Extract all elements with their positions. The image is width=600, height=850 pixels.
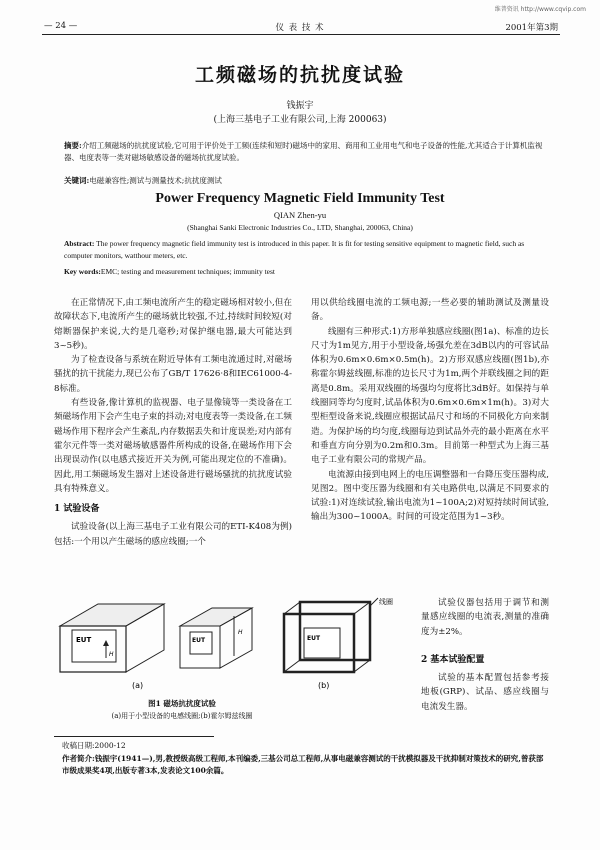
- keywords-cn: 关键词:电磁兼容性;测试与测量技术;抗扰度测试: [64, 176, 222, 185]
- para-standards: 为了检查设备与系统在附近导体有工频电流通过时,对磁场骚扰的抗干扰能力,现已公布了GB/T 17626·8和IEC61000-4-8标准。: [54, 355, 292, 394]
- coil-label: 线圈: [379, 598, 393, 606]
- para-intro: 在正常情况下,由工频电流所产生的稳定磁场相对较小,但在故障状态下,电流所产生的磁场就比较强,不过,持续时间较短(对熔断器保护来说,大约是几毫秒;对保护继电器,最大可能达到3~5秒)。: [54, 298, 292, 351]
- fig-label-b: (b): [318, 681, 330, 690]
- footnote-rule: [54, 736, 214, 737]
- header-rule: [42, 34, 560, 35]
- keywords-en: Key words:EMC; testing and measurement techniques; immunity test: [64, 267, 276, 276]
- received-date: 收稿日期:2000-12: [62, 741, 126, 750]
- eut-label-mid: EUT: [192, 637, 206, 644]
- figure-subcaption: (a)用于小型设备的电感线圈;(b)霍尔姆兹线圈: [111, 712, 253, 720]
- affiliation-en: (Shanghai Sanki Electronic Industries Co., LTD, Shanghai, 200063, China): [187, 223, 413, 232]
- single-coil-diagram: [60, 604, 164, 690]
- abstract-cn: 摘要:介绍工频磁场的抗扰度试验,它可用于评价处于工频(连续和短时)磁场中的家用、商用和工业用电气和电子设备的性能,尤其适合于计算机监视器、电度表等一类对磁场敏感设备的磁场抗扰度试验。: [64, 141, 543, 162]
- coil-variant-diagram: [180, 608, 252, 668]
- author-en: QIAN Zhen-yu: [273, 210, 327, 220]
- eut-label-a: EUT: [76, 636, 92, 644]
- para-current-source: 电流源由接到电网上的电压调整器和一台降压变压器构成,见图2。图中变压器为线圈和有关电路供电,以满足不同要求的试验:1)对连续试验,输出电流为1~100A;2)对短持续时间试验,输出为300~1000A。时间的可设定范围为1~3秒。: [311, 469, 549, 523]
- issue-label: 2001年第3期: [505, 23, 558, 33]
- left-column: [54, 296, 292, 549]
- fig-label-a: (a): [132, 681, 144, 690]
- journal-name: 仪 表 技 术: [275, 23, 325, 33]
- paper-title: 工频磁场的抗扰度试验: [194, 64, 405, 86]
- para-coil-types: 线圈有三种形式:1)方形单独感应线圈(图1a)、标准的边长尺寸为1m见方,用于小型设备,场强允差在3dB以内的可容试品体积为0.6m×0.6m×0.5m(h)。2)方形双感应线圈(图1b),亦称霍尔姆兹线圈,标准的边长尺寸为1m,两个并联线圈之间的距离是0.8m。采用双线圈的场强均匀度将比3dB好。如保持与单线圈同等均匀度时,试品体积为0.6m×0.6m×1m(h)。3)对大型柜型设备来说,线圈应根据试品尺寸和场的不同极化方向来制造。为保护场的均匀度,线圈每边到试品外壳的最小距离在水平和垂直方向分别为0.2m和0.3m。目前第一种型式为上海三基电子工业有限公司的常规产品。: [311, 326, 549, 466]
- para-devices: 有些设备,像计算机的监视器、电子显像镜等一类设备在工频磁场作用下会产生电子束的抖动;对电度表等一类设备,在工频磁场作用下程序会产生紊乱,内存数据丢失和计度误差;对内部有霍尔元件等一类对磁场敏感器件所构成的设备,在磁场作用下会出现误动作(以电感式接近开关为例,可能出现定位的不准确)。因此,用工频磁场发生器对上述设备进行磁场骚扰的抗扰度试验具有特殊意义。: [54, 398, 292, 494]
- author-bio: 作者简介:钱振宇(1941—),男,教授级高级工程师,本刊编委,三基公司总工程师,从事电磁兼容测试的干扰模拟器及干扰抑制对策技术的研究,曾获部市级成果奖4项,出版专著3本,发表论文100余篇。: [62, 754, 544, 775]
- para-power-supply: 用以供给线圈电流的工频电源;一些必要的辅助测试及测量设备。: [311, 298, 549, 323]
- section-2-heading: 2 基本试验配置: [421, 655, 485, 665]
- para-basic-config: 试验的基本配置包括参考接地板(GRP)、试品、感应线圈与电流发生器。: [421, 673, 549, 712]
- figure-1: [52, 596, 412, 692]
- page-number: — 24 —: [44, 21, 78, 31]
- abstract-en: Abstract: The power frequency magnetic field immunity test is introduced in this paper. It is fit for testing sensitive equipment to magnetic field, such as computer monitors, watthour meters, etc.: [64, 239, 525, 260]
- field-label-mid: H: [238, 629, 243, 636]
- title-en: Power Frequency Magnetic Field Immunity Test: [155, 191, 445, 206]
- watermark: 维普资讯 http://www.cqvip.com: [494, 6, 586, 13]
- author: 钱振宇: [286, 101, 314, 111]
- right-column-bottom: [421, 596, 549, 639]
- helmholtz-coil-diagram: [284, 597, 393, 690]
- eut-label-b: EUT: [307, 635, 321, 642]
- right-column-top: [311, 296, 549, 525]
- para-equipment: 试验设备(以上海三基电子工业有限公司的ETI-K408为例)包括:一个用以产生磁场的感应线圈;一个: [54, 522, 292, 547]
- figure-caption: 图1 磁场抗扰度试验: [148, 699, 216, 708]
- section-1-heading: 1 试验设备: [54, 504, 100, 515]
- field-label-a: H: [109, 651, 114, 658]
- para-basic-config-block: [421, 671, 549, 714]
- para-instruments: 试验仪器包括用于调节和测量感应线圈的电流表,测量的准确度为±2%。: [421, 598, 549, 637]
- affiliation: (上海三基电子工业有限公司,上海 200063): [213, 115, 387, 125]
